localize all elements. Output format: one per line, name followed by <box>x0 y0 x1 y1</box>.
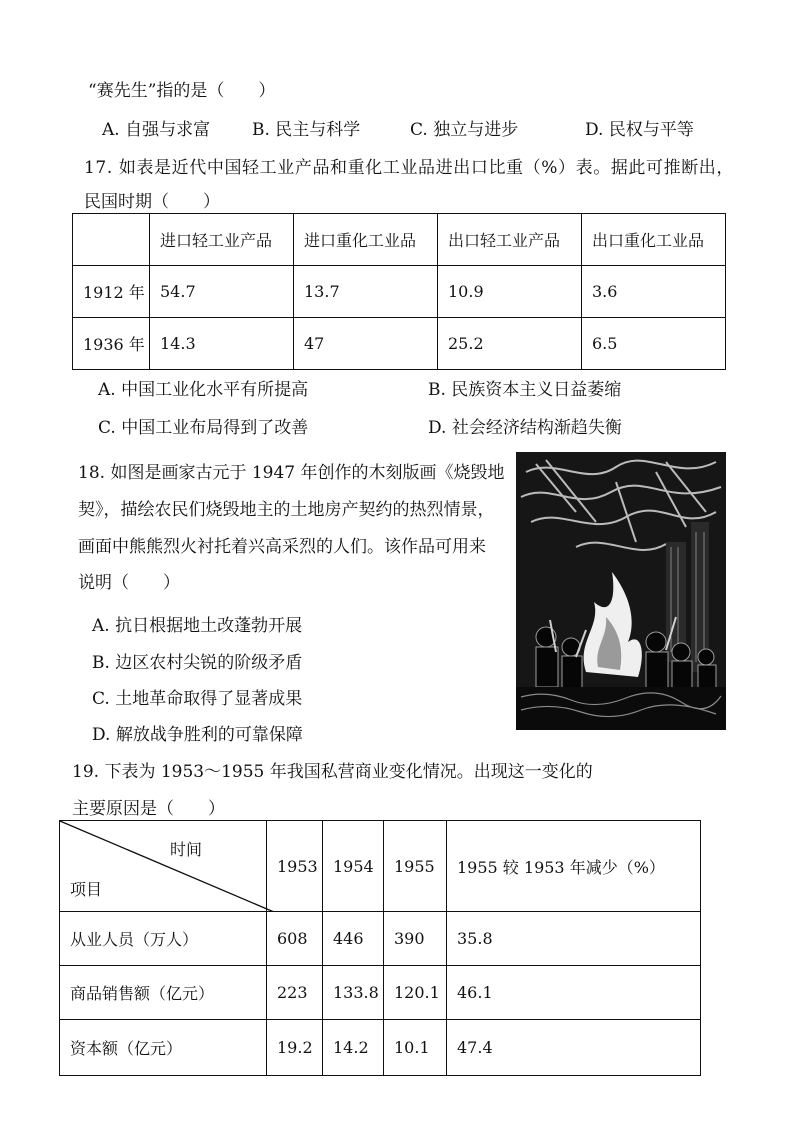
q19-row-label: 资本额（亿元） <box>60 1020 267 1076</box>
woodcut-illustration <box>516 452 726 730</box>
q17-option-d: D. 社会经济结构渐趋失衡 <box>428 418 622 438</box>
q17-header-cell <box>73 214 150 266</box>
q17-cell: 6.5 <box>582 318 726 370</box>
q17-table <box>72 213 726 370</box>
q19-cell: 390 <box>384 912 447 966</box>
q17-header-cell: 进口重化工业品 <box>294 214 438 266</box>
q19-header-cell: 1953 <box>267 821 323 912</box>
q17-option-a: A. 中国工业化水平有所提高 <box>98 380 309 400</box>
q19-corner-top: 时间 <box>170 840 203 859</box>
table-row <box>73 318 726 370</box>
q16-option-b: B. 民主与科学 <box>252 120 361 140</box>
q18-option-c: C. 土地革命取得了显著成果 <box>92 689 303 709</box>
q17-stem-line2: 民国时期（ ） <box>84 192 220 212</box>
q17-option-c: C. 中国工业布局得到了改善 <box>98 418 309 438</box>
q19-cell: 120.1 <box>384 966 447 1020</box>
table-row <box>60 966 701 1020</box>
q17-cell: 54.7 <box>150 266 294 318</box>
q17-header-cell: 出口重化工业品 <box>582 214 726 266</box>
woodcut-print-image <box>516 452 726 730</box>
q17-stem-line1: 17. 如表是近代中国轻工业产品和重化工业品进出口比重（%）表。据此可推断出， <box>84 158 734 178</box>
q17-cell: 25.2 <box>438 318 582 370</box>
q16-option-c: C. 独立与进步 <box>410 120 519 140</box>
q19-header-cell: 1954 <box>323 821 384 912</box>
q16-option-a: A. 自强与求富 <box>102 120 211 140</box>
q19-cell: 10.1 <box>384 1020 447 1076</box>
q18-option-b: B. 边区农村尖锐的阶级矛盾 <box>92 653 303 673</box>
table-row <box>60 912 701 966</box>
q19-cell: 446 <box>323 912 384 966</box>
q18-stem-line3: 画面中熊熊烈火衬托着兴高采烈的人们。该作品可用来 <box>78 537 486 557</box>
q19-cell: 133.8 <box>323 966 384 1020</box>
q19-stem-line2: 主要原因是（ ） <box>72 799 225 819</box>
q16-stem: “赛先生”指的是（ ） <box>88 81 276 101</box>
q19-cell: 608 <box>267 912 323 966</box>
q17-cell: 10.9 <box>438 266 582 318</box>
q18-stem-line2: 契》，描绘农民们烧毁地主的土地房产契约的热烈情景， <box>78 500 495 520</box>
q18-option-d: D. 解放战争胜利的可靠保障 <box>92 725 303 745</box>
q19-cell: 46.1 <box>447 966 701 1020</box>
q19-cell: 14.2 <box>323 1020 384 1076</box>
q17-cell: 1936 年 <box>73 318 150 370</box>
q19-header-cell: 1955 较 1953 年减少（%） <box>447 821 701 912</box>
q17-header-cell: 进口轻工业产品 <box>150 214 294 266</box>
q19-header-cell: 1955 <box>384 821 447 912</box>
q17-cell: 3.6 <box>582 266 726 318</box>
q19-cell: 35.8 <box>447 912 701 966</box>
q19-row-label: 商品销售额（亿元） <box>60 966 267 1020</box>
q19-corner-bottom: 项目 <box>70 880 103 899</box>
q18-option-a: A. 抗日根据地土改蓬勃开展 <box>92 616 303 636</box>
q17-cell: 1912 年 <box>73 266 150 318</box>
table-row <box>60 1020 701 1076</box>
q19-corner-cell <box>60 821 267 912</box>
q19-cell: 47.4 <box>447 1020 701 1076</box>
q19-cell: 19.2 <box>267 1020 323 1076</box>
q17-header-cell: 出口轻工业产品 <box>438 214 582 266</box>
q16-option-d: D. 民权与平等 <box>585 120 694 140</box>
q17-cell: 13.7 <box>294 266 438 318</box>
q19-table <box>59 820 701 1076</box>
q19-stem-line1: 19. 下表为 1953～1955 年我国私营商业变化情况。出现这一变化的 <box>72 762 593 782</box>
q17-cell: 14.3 <box>150 318 294 370</box>
q19-row-label: 从业人员（万人） <box>60 912 267 966</box>
q19-cell: 223 <box>267 966 323 1020</box>
q17-option-b: B. 民族资本主义日益萎缩 <box>428 380 622 400</box>
q18-stem-line4: 说明（ ） <box>78 573 180 593</box>
table-row <box>73 266 726 318</box>
q18-stem-line1: 18. 如图是画家古元于 1947 年创作的木刻版画《烧毁地 <box>78 463 505 483</box>
q17-cell: 47 <box>294 318 438 370</box>
